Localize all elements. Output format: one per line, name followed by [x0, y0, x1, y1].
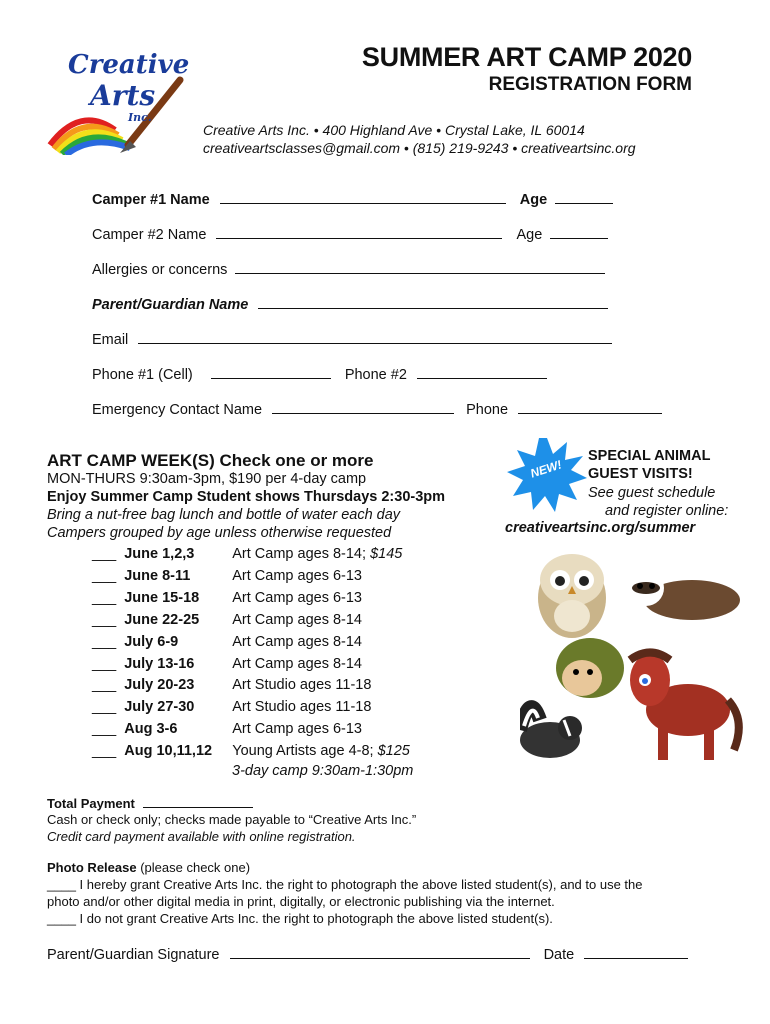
phone2-input-line[interactable]	[417, 364, 547, 379]
week-description: Art Studio ages 11-18	[232, 699, 372, 715]
photo-deny-text: I do not grant Creative Arts Inc. the right to photograph the above listed student(s).	[79, 911, 553, 926]
phone1-input-line[interactable]	[211, 364, 331, 379]
emergency-phone-label: Phone	[466, 402, 509, 418]
logo-word-creative: Creative	[68, 50, 190, 80]
photo-grant-text-cont: photo and/or other digital media in print, digitally, or electronic publishing via the internet.	[47, 894, 555, 909]
week-date: July 20-23	[124, 677, 195, 693]
date-input-line[interactable]	[584, 944, 688, 959]
week-checkbox-blank[interactable]: ___	[92, 546, 117, 562]
week-row[interactable]	[92, 634, 362, 650]
parent-input-line[interactable]	[258, 294, 608, 309]
emergency-fields[interactable]	[92, 399, 662, 418]
age1-label: Age	[519, 192, 548, 208]
total-payment-input-line[interactable]	[143, 796, 253, 808]
week-row[interactable]	[92, 590, 362, 606]
week-row[interactable]	[92, 656, 362, 672]
week-date: June 22-25	[124, 612, 200, 628]
week-description: Art Camp ages 8-14	[232, 612, 362, 628]
week-description: Art Camp ages 8-14	[232, 656, 362, 672]
shows-note: Enjoy Summer Camp Student shows Thursdays 2:30-3pm	[47, 489, 446, 505]
week-description: Art Camp ages 8-14	[232, 634, 362, 650]
week-description: Art Camp ages 6-13	[232, 590, 362, 606]
emergency-label: Emergency Contact Name	[92, 402, 263, 418]
promo-url: creativeartsinc.org/summer	[505, 520, 696, 536]
new-badge-text: NEW!	[528, 457, 564, 481]
week-row[interactable]	[92, 568, 362, 584]
camper2-field[interactable]	[92, 224, 608, 243]
week-date: July 6-9	[124, 634, 179, 650]
owl-icon	[538, 554, 606, 638]
age2-input-line[interactable]	[550, 224, 608, 239]
week-row[interactable]	[92, 546, 402, 562]
week-row[interactable]	[92, 612, 362, 628]
camper2-input-line[interactable]	[216, 224, 502, 239]
week-row[interactable]	[92, 677, 371, 693]
camper1-label: Camper #1 Name	[92, 192, 210, 208]
skunk-icon	[520, 707, 582, 758]
three-day-note: 3-day camp 9:30am-1:30pm	[232, 763, 414, 779]
logo-word-arts: Arts	[90, 79, 156, 112]
week-checkbox-blank[interactable]: ___	[92, 656, 117, 672]
week-date: June 1,2,3	[124, 546, 195, 562]
page-title: SUMMER ART CAMP 2020	[361, 42, 692, 72]
grouping-note: Campers grouped by age unless otherwise requested	[47, 525, 392, 541]
week-date: June 15-18	[124, 590, 200, 606]
week-description: Young Artists age 4-8;	[232, 743, 374, 759]
parent-label: Parent/Guardian Name	[92, 297, 249, 313]
signature-label: Parent/Guardian Signature	[47, 947, 220, 963]
week-checkbox-blank[interactable]: ___	[92, 743, 117, 759]
pony-icon	[630, 653, 739, 761]
address-line: Creative Arts Inc. • 400 Highland Ave • Crystal Lake, IL 60014	[203, 122, 585, 138]
photo-deny-option[interactable]	[47, 911, 553, 926]
payment-note1: Cash or check only; checks made payable to “Creative Arts Inc.”	[47, 812, 417, 827]
phone2-label: Phone #2	[344, 367, 407, 383]
animal-illustrations	[520, 550, 750, 790]
age1-input-line[interactable]	[555, 189, 613, 204]
lunch-note: Bring a nut-free bag lunch and bottle of water each day	[47, 507, 401, 523]
week-price: $125	[377, 743, 410, 759]
emergency-phone-input-line[interactable]	[518, 399, 662, 414]
email-label: Email	[92, 332, 129, 348]
week-description: Art Camp ages 6-13	[232, 721, 362, 737]
week-row[interactable]	[92, 721, 362, 737]
page-subtitle: REGISTRATION FORM	[488, 74, 692, 95]
camper1-field[interactable]	[92, 189, 613, 208]
photo-release-paren: (please check one)	[140, 860, 251, 875]
signature-input-line[interactable]	[230, 944, 530, 959]
schedule-note: MON-THURS 9:30am-3pm, $190 per 4-day camp	[47, 471, 367, 487]
emergency-input-line[interactable]	[272, 399, 454, 414]
week-row[interactable]	[92, 743, 410, 759]
allergies-field[interactable]	[92, 259, 605, 278]
week-description: Art Studio ages 11-18	[232, 677, 372, 693]
allergies-label: Allergies or concerns	[92, 262, 228, 278]
week-checkbox-blank[interactable]: ___	[92, 721, 117, 737]
photo-release-label: Photo Release	[47, 860, 137, 875]
week-date: Aug 10,11,12	[124, 743, 213, 759]
photo-release-heading	[47, 860, 250, 875]
photo-grant-text: I hereby grant Creative Arts Inc. the right to photograph the above listed student(s), and to use the	[79, 877, 643, 892]
ferret-icon	[628, 570, 740, 620]
photo-grant-check[interactable]: ____	[47, 877, 76, 892]
email-input-line[interactable]	[138, 329, 612, 344]
camper1-input-line[interactable]	[220, 189, 506, 204]
age2-label: Age	[516, 227, 543, 243]
weeks-heading: ART CAMP WEEK(S) Check one or more	[47, 451, 374, 470]
week-description: Art Camp ages 6-13	[232, 568, 362, 584]
payment-note2: Credit card payment available with online registration.	[47, 829, 356, 844]
date-label: Date	[543, 947, 575, 963]
total-payment-field[interactable]	[47, 796, 253, 811]
hedgehog-icon	[556, 638, 624, 698]
promo-line3: See guest schedule	[588, 485, 716, 501]
week-checkbox-blank[interactable]: ___	[92, 568, 117, 584]
promo-line2: GUEST VISITS!	[588, 466, 693, 482]
parent-field[interactable]	[92, 294, 608, 313]
week-row[interactable]	[92, 699, 371, 715]
total-payment-label: Total Payment	[47, 796, 135, 811]
week-date: July 27-30	[124, 699, 195, 715]
camper2-label: Camper #2 Name	[92, 227, 207, 243]
week-date: June 8-11	[124, 568, 191, 584]
week-checkbox-blank[interactable]: ___	[92, 677, 117, 693]
promo-line1: SPECIAL ANIMAL	[588, 448, 711, 464]
photo-deny-check[interactable]: ____	[47, 911, 76, 926]
allergies-input-line[interactable]	[235, 259, 605, 274]
week-checkbox-blank[interactable]: ___	[92, 612, 117, 628]
week-date: Aug 3-6	[124, 721, 178, 737]
logo-word-inc: Inc.	[128, 111, 152, 124]
email-field[interactable]	[92, 329, 612, 348]
week-date: July 13-16	[124, 656, 195, 672]
week-checkbox-blank[interactable]: ___	[92, 699, 117, 715]
week-checkbox-blank[interactable]: ___	[92, 634, 117, 650]
creative-arts-logo	[40, 45, 190, 155]
week-price: $145	[370, 546, 403, 562]
phone1-label: Phone #1 (Cell)	[92, 367, 193, 383]
phone-fields[interactable]	[92, 364, 547, 383]
signature-field[interactable]	[47, 944, 688, 963]
week-description: Art Camp ages 8-14;	[232, 546, 367, 562]
week-checkbox-blank[interactable]: ___	[92, 590, 117, 606]
contact-line: creativeartsclasses@gmail.com • (815) 219-9243 • creativeartsinc.org	[203, 140, 636, 156]
promo-line4: and register online:	[605, 503, 729, 519]
photo-grant-option[interactable]	[47, 877, 643, 892]
